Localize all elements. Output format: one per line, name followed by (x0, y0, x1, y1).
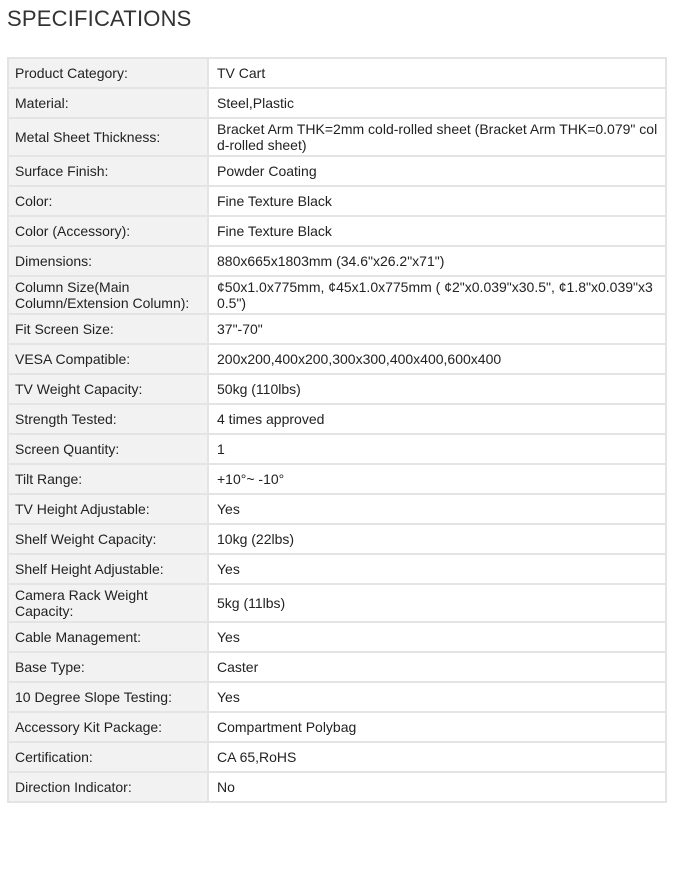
spec-label: Camera Rack Weight Capacity: (8, 584, 208, 622)
spec-value: Yes (208, 554, 666, 584)
spec-row (8, 712, 666, 742)
spec-label: Screen Quantity: (8, 434, 208, 464)
spec-label: Dimensions: (8, 246, 208, 276)
spec-row (8, 404, 666, 434)
spec-value: 880x665x1803mm (34.6"x26.2"x71") (208, 246, 666, 276)
spec-value: 4 times approved (208, 404, 666, 434)
spec-label: Column Size(Main Column/Extension Column): (8, 276, 208, 314)
spec-value: Yes (208, 622, 666, 652)
spec-label: Tilt Range: (8, 464, 208, 494)
spec-label: Material: (8, 88, 208, 118)
spec-value: +10°~ -10° (208, 464, 666, 494)
spec-row (8, 246, 666, 276)
spec-value: Powder Coating (208, 156, 666, 186)
spec-label: Color (Accessory): (8, 216, 208, 246)
spec-label: Product Category: (8, 58, 208, 88)
spec-row (8, 652, 666, 682)
spec-value: Yes (208, 494, 666, 524)
spec-row (8, 344, 666, 374)
spec-value: 1 (208, 434, 666, 464)
specifications-table (7, 57, 667, 803)
spec-row (8, 276, 666, 314)
spec-row (8, 742, 666, 772)
spec-row (8, 58, 666, 88)
spec-label: TV Height Adjustable: (8, 494, 208, 524)
spec-label: Fit Screen Size: (8, 314, 208, 344)
spec-value: 37"-70" (208, 314, 666, 344)
spec-value: Fine Texture Black (208, 186, 666, 216)
spec-value: ¢50x1.0x775mm, ¢45x1.0x775mm ( ¢2"x0.039"x30.5", ¢1.8"x0.039"x30.5") (208, 276, 666, 314)
spec-label: Color: (8, 186, 208, 216)
spec-row (8, 622, 666, 652)
spec-value: Yes (208, 682, 666, 712)
spec-label: Surface Finish: (8, 156, 208, 186)
spec-row (8, 584, 666, 622)
spec-row (8, 682, 666, 712)
spec-row (8, 464, 666, 494)
spec-label: Shelf Height Adjustable: (8, 554, 208, 584)
spec-value: Steel,Plastic (208, 88, 666, 118)
spec-label: Base Type: (8, 652, 208, 682)
spec-label: Metal Sheet Thickness: (8, 118, 208, 156)
spec-row (8, 554, 666, 584)
spec-value: 200x200,400x200,300x300,400x400,600x400 (208, 344, 666, 374)
spec-value: Caster (208, 652, 666, 682)
spec-value: Bracket Arm THK=2mm cold-rolled sheet (Bracket Arm THK=0.079" cold-rolled sheet) (208, 118, 666, 156)
spec-row (8, 434, 666, 464)
spec-value: CA 65,RoHS (208, 742, 666, 772)
spec-row (8, 314, 666, 344)
spec-label: Certification: (8, 742, 208, 772)
spec-value: 5kg (11lbs) (208, 584, 666, 622)
spec-value: 10kg (22lbs) (208, 524, 666, 554)
spec-row (8, 494, 666, 524)
spec-row (8, 156, 666, 186)
spec-row (8, 772, 666, 802)
spec-label: Strength Tested: (8, 404, 208, 434)
specifications-table-body (8, 58, 666, 802)
spec-row (8, 118, 666, 156)
spec-label: Direction Indicator: (8, 772, 208, 802)
spec-value: Compartment Polybag (208, 712, 666, 742)
spec-value: TV Cart (208, 58, 666, 88)
spec-value: No (208, 772, 666, 802)
spec-row (8, 374, 666, 404)
spec-value: 50kg (110lbs) (208, 374, 666, 404)
spec-label: VESA Compatible: (8, 344, 208, 374)
spec-label: Accessory Kit Package: (8, 712, 208, 742)
spec-value: Fine Texture Black (208, 216, 666, 246)
spec-label: Shelf Weight Capacity: (8, 524, 208, 554)
spec-label: 10 Degree Slope Testing: (8, 682, 208, 712)
spec-label: Cable Management: (8, 622, 208, 652)
spec-label: TV Weight Capacity: (8, 374, 208, 404)
spec-row (8, 186, 666, 216)
spec-row (8, 524, 666, 554)
spec-row (8, 88, 666, 118)
spec-row (8, 216, 666, 246)
page-title: SPECIFICATIONS (7, 6, 192, 31)
